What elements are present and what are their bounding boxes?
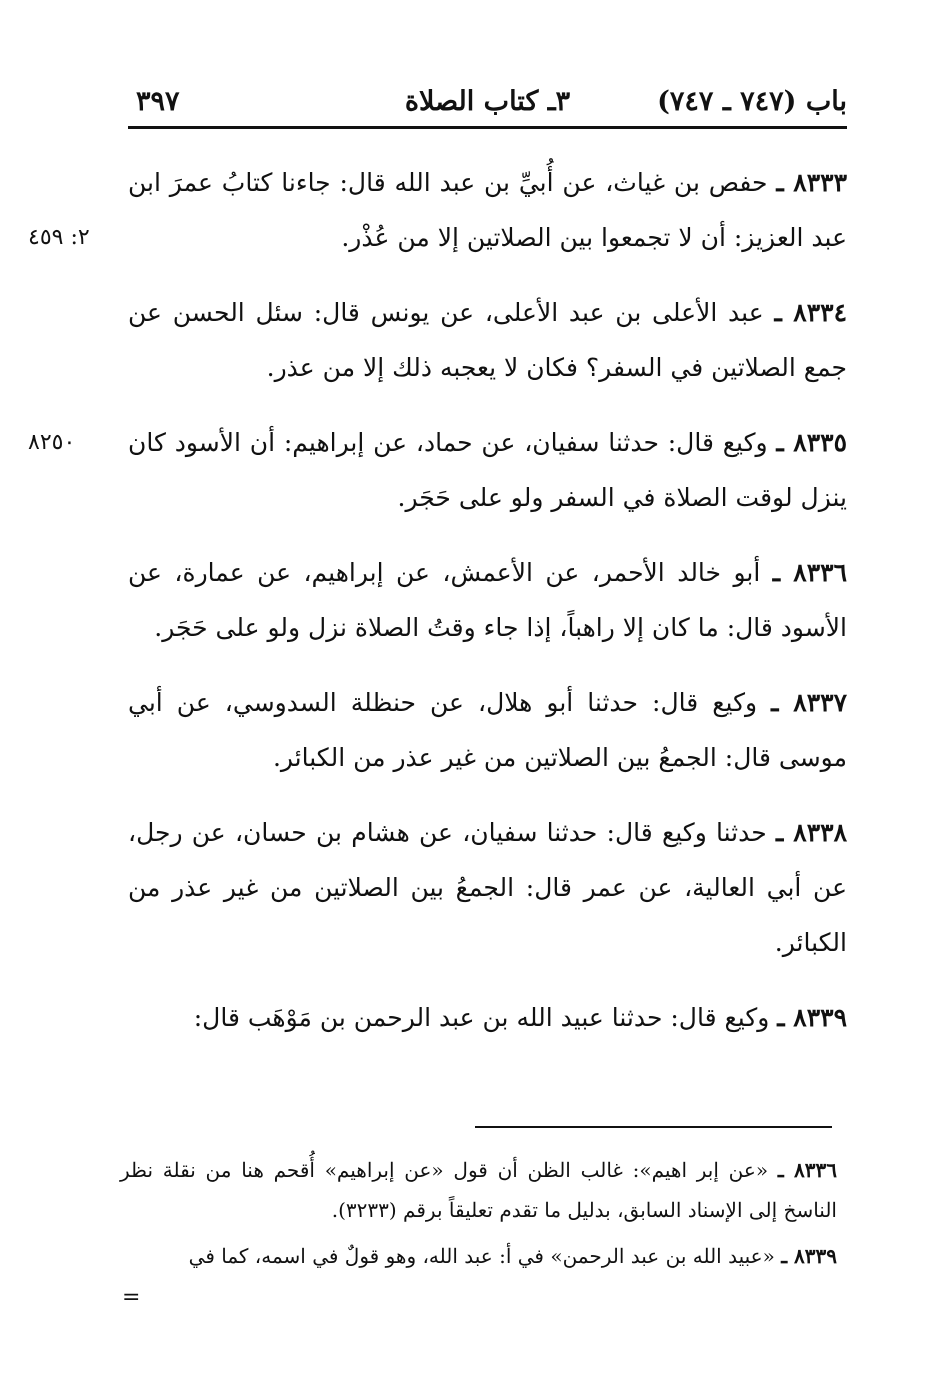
footnote-8339 [120,1236,837,1276]
chapter-title: ٣ـ كتاب الصلاة [404,86,571,117]
margin-reference: ٨٢٥٠ [28,430,76,455]
hadith-number: ٨٣٣٤ ـ [774,298,848,327]
hadith-number: ٨٣٣٦ ـ [772,558,847,587]
header-rule [128,126,847,129]
margin-reference: ٢: ٤٥٩ [28,225,90,250]
hadith-text: حدثنا وكيع قال: حدثنا سفيان، عن هشام بن حسان، عن رجل، عن أبي العالية، عن عمر قال: الجمعُ بين الصلاتين من غير عذر من الكبائر. [128,818,847,957]
hadith-number: ٨٣٣٨ ـ [775,818,848,847]
hadith-text: وكيع قال: حدثنا عبيد الله بن عبد الرحمن بن مَوْهَب قال: [193,1003,770,1032]
section-title: باب (٧٤٧ ـ ٧٤٧) [657,86,847,117]
footnote-text: «عبيد الله بن عبد الرحمن» في أ: عبد الله، وهو قولٌ في اسمه، كما في [188,1244,775,1268]
hadith-number: ٨٣٣٧ ـ [771,688,847,717]
continuation-mark: = [122,1285,141,1310]
hadith-8339 [128,990,847,1045]
hadith-text: أبو خالد الأحمر، عن الأعمش، عن إبراهيم، عن عمارة، عن الأسود قال: ما كان إلا راهباً، إذا جاء وقتُ الصلاة نزل ولو على حَجَر. [128,558,847,642]
hadith-8336 [128,545,847,655]
footnote-number: ٨٣٣٩ ـ [781,1244,837,1268]
hadith-text: حفص بن غياث، عن أُبيِّ بن عبد الله قال: جاءنا كتابُ عمرَ ابن عبد العزيز: أن لا تجمعوا بين الصلاتين إلا من عُذْر. [128,168,847,252]
footnote-text: «عن إبر اهيم»: غالب الظن أن قول «عن إبراهيم» أُقحم هنا من نقلة نظر الناسخ إلى الإسناد السابق، بدليل ما تقدم تعليقاً برقم (٣٢٣٣). [120,1158,837,1222]
hadith-number: ٨٣٣٩ ـ [777,1003,847,1032]
hadith-8335 [28,415,847,525]
hadith-text: وكيع قال: حدثنا أبو هلال، عن حنظلة السدوسي، عن أبي موسى قال: الجمعُ بين الصلاتين من غير عذر من الكبائر. [128,688,847,772]
hadith-8334 [128,285,847,395]
footnotes [120,1150,837,1282]
footnote-number: ٨٣٣٦ ـ [777,1158,838,1182]
footnote-8336 [120,1150,837,1230]
hadith-text: وكيع قال: حدثنا سفيان، عن حماد، عن إبراهيم: أن الأسود كان ينزل لوقت الصلاة في السفر ولو على حَجَر. [128,428,847,512]
page-number: ٣٩٧ [136,86,180,117]
hadith-8338 [128,805,847,970]
page-header [128,86,847,126]
hadith-number: ٨٣٣٥ ـ [776,428,847,457]
main-text [28,155,848,1065]
footnote-rule [475,1126,832,1128]
hadith-8337 [128,675,847,785]
hadith-8333 [28,155,847,265]
hadith-number: ٨٣٣٣ ـ [776,168,847,197]
hadith-text: عبد الأعلى بن عبد الأعلى، عن يونس قال: سئل الحسن عن جمع الصلاتين في السفر؟ فكان لا يعجبه ذلك إلا من عذر. [128,298,847,382]
